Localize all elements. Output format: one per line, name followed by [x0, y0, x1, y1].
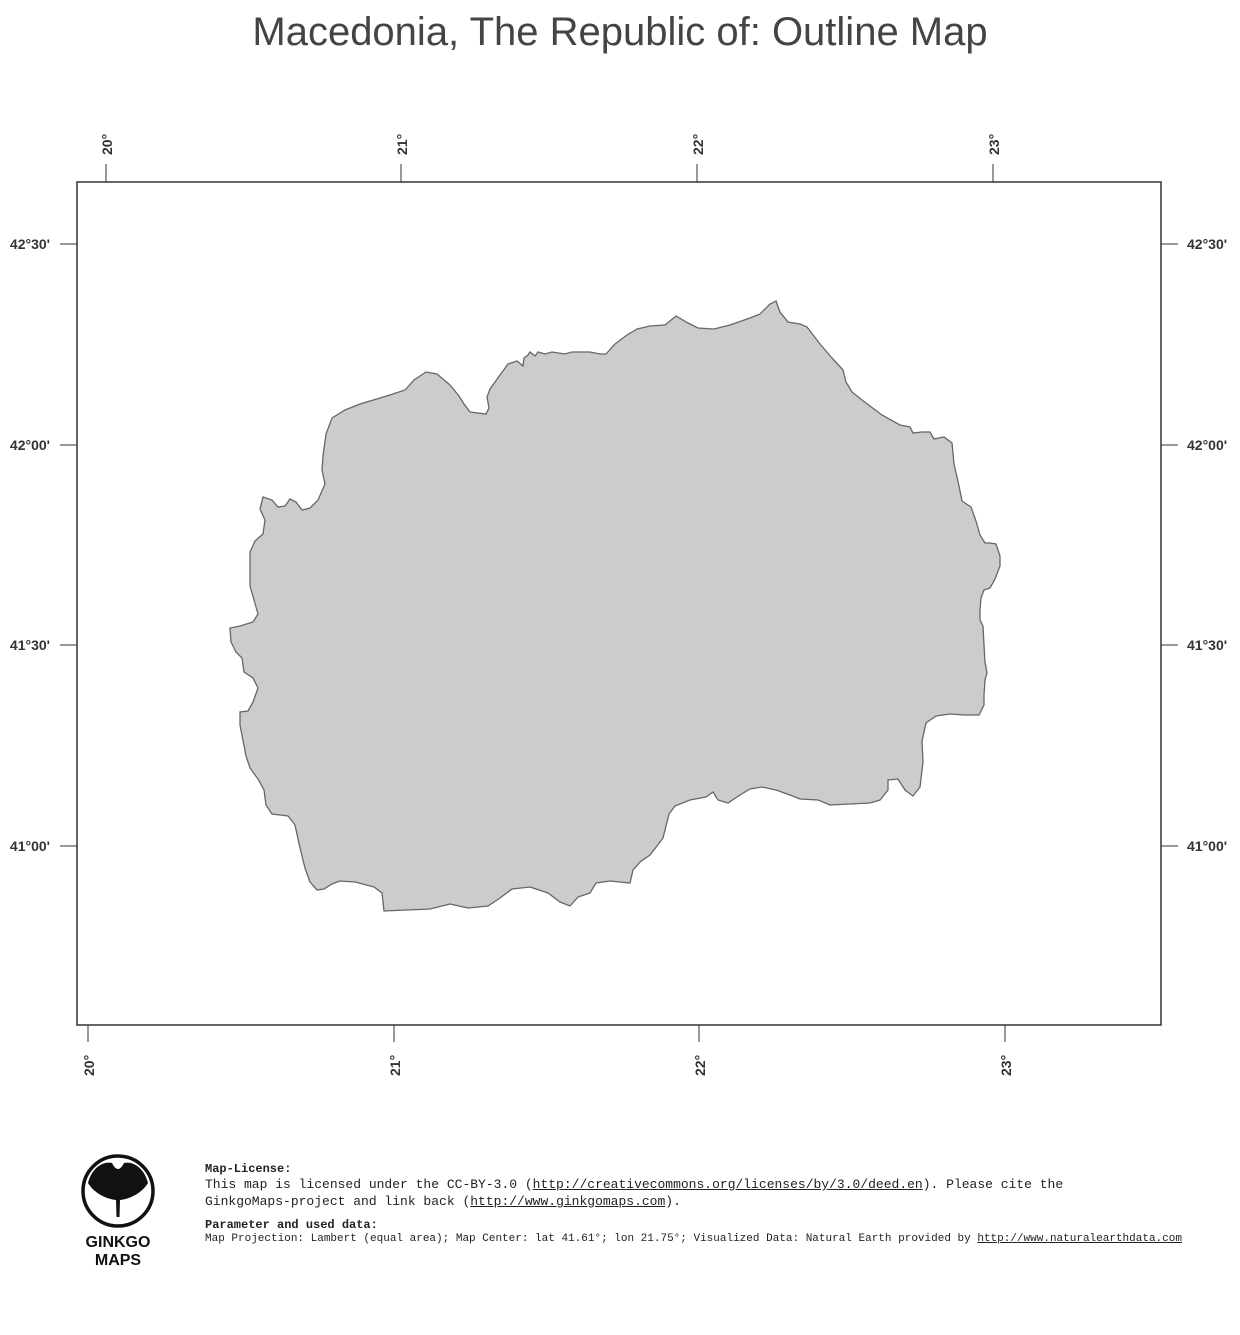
left-lat-label: 42°00' — [9, 437, 50, 453]
params-text: Map Projection: Lambert (equal area); Map Center: lat 41.61°; lon 21.75°; Visualized Data: Natural Earth provided by — [205, 1233, 978, 1245]
right-lat-label: 41°00' — [1187, 838, 1228, 854]
logo-text-maps: MAPS — [94, 1252, 142, 1269]
params-heading: Parameter and used data: — [205, 1218, 378, 1232]
left-ticks — [60, 244, 77, 846]
right-lat-label: 41°30' — [1187, 637, 1228, 653]
right-ticks — [1161, 244, 1178, 846]
license-line2-before: GinkgoMaps-project and link back ( — [205, 1194, 471, 1209]
top-ticks — [106, 164, 993, 182]
map-title: Macedonia, The Republic of: Outline Map — [252, 10, 988, 54]
license-text-line1 — [205, 1176, 1182, 1193]
bottom-lon-label: 22° — [692, 1054, 708, 1076]
top-lon-label: 21° — [394, 133, 410, 155]
bottom-lon-label: 23° — [998, 1054, 1014, 1076]
ginkgomaps-link[interactable]: http://www.ginkgomaps.com — [470, 1194, 666, 1209]
left-lat-label: 41°00' — [9, 838, 50, 854]
top-lon-label: 20° — [99, 133, 115, 155]
license-text-before: This map is licensed under the CC-BY-3.0 ( — [205, 1177, 533, 1192]
ginkgo-logo — [80, 1153, 156, 1270]
ginkgo-leaf-icon — [80, 1153, 156, 1229]
right-lat-label: 42°30' — [1187, 236, 1228, 252]
bottom-ticks — [88, 1025, 1005, 1042]
license-heading: Map-License: — [205, 1162, 292, 1176]
license-text-mid: ). Please cite the — [922, 1177, 1064, 1192]
top-lon-label: 23° — [986, 133, 1002, 155]
params-text-line — [205, 1232, 1182, 1247]
naturalearth-link[interactable]: http://www.naturalearthdata.com — [977, 1233, 1182, 1245]
cc-license-link[interactable]: http://creativecommons.org/licenses/by/3.0/deed.en — [532, 1177, 923, 1192]
left-lat-label: 42°30' — [9, 236, 50, 252]
logo-text-ginkgo: GINKGO — [85, 1234, 151, 1251]
bottom-lon-label: 20° — [81, 1054, 97, 1076]
country-outline[interactable] — [230, 301, 1000, 911]
top-lon-label: 22° — [690, 133, 706, 155]
bottom-lon-label: 21° — [387, 1054, 403, 1076]
right-lat-label: 42°00' — [1187, 437, 1228, 453]
license-line2-after: ). — [665, 1194, 681, 1209]
license-text-line2 — [205, 1193, 1182, 1210]
left-lat-label: 41°30' — [9, 637, 50, 653]
footer-info — [205, 1162, 1182, 1247]
